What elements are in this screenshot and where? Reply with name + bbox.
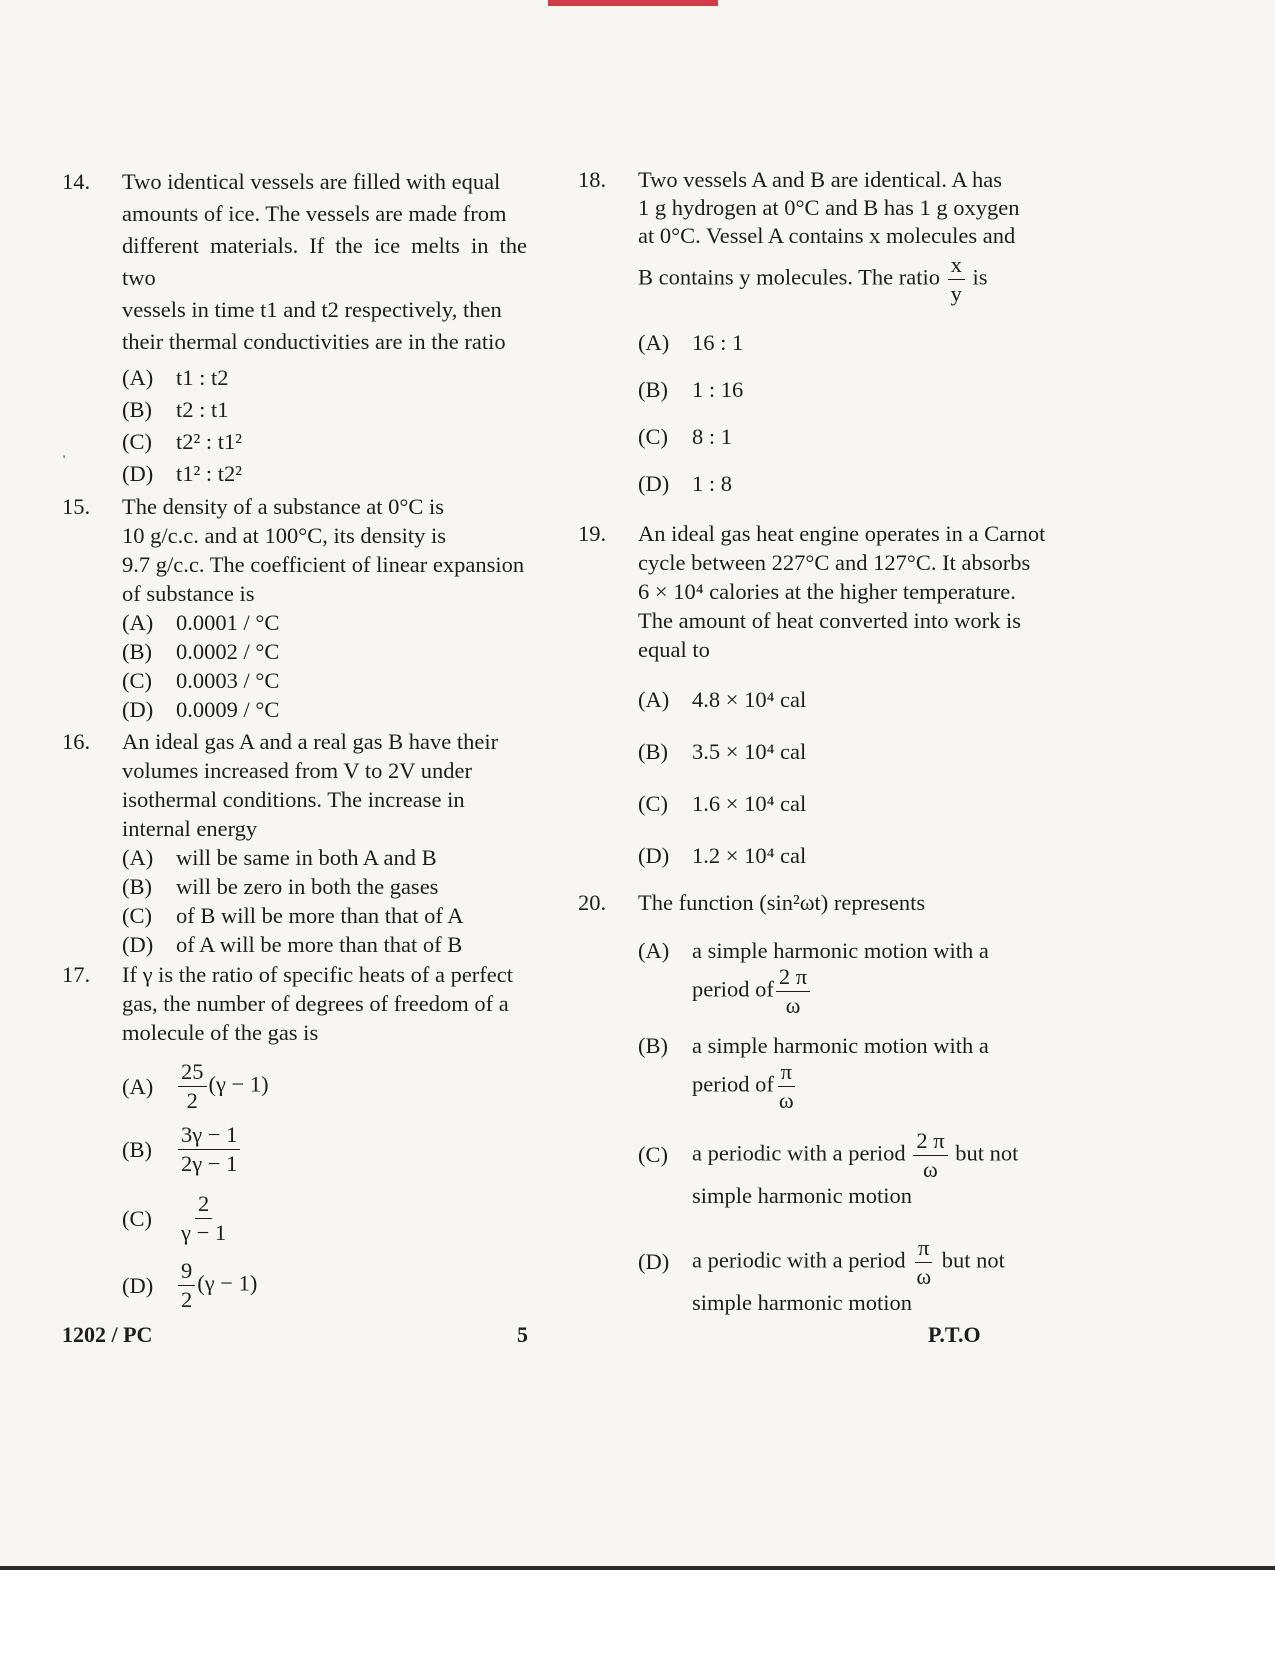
please-turn-over: P.T.O (928, 1322, 981, 1347)
question-stem-line: An ideal gas heat engine operates in a Carnot (638, 521, 1046, 546)
option-b: (B) will be zero in both the gases (122, 872, 527, 901)
option-d: (D) t1² : t2² (122, 458, 527, 490)
option-d: (D) 1 : 8 (638, 460, 1048, 507)
option-c: (C) t2² : t1² (122, 426, 527, 458)
option-c: (C) 1.6 × 10⁴ cal (638, 778, 1048, 830)
question-number: 19. (578, 521, 607, 546)
option-text: 8 : 1 (692, 424, 733, 449)
option-d: (D) 0.0009 / °C (122, 695, 527, 724)
fraction: $\frac{3\gamma - 1}{2\gamma - 1}$ (178, 1124, 240, 1175)
question-stem-line: An ideal gas A and a real gas B have their (122, 729, 499, 754)
question-number: 18. (578, 167, 607, 192)
option-a: (A) will be same in both A and B (122, 843, 527, 872)
option-c: (C) 0.0003 / °C (122, 666, 527, 695)
scan-bottom-edge (0, 1566, 1275, 1655)
question-number: 17. (62, 962, 91, 987)
question-number: 16. (62, 729, 91, 754)
question-stem-line: volumes increased from V to 2V under (122, 758, 472, 783)
fraction: $\frac{25}{2}$ (178, 1061, 207, 1112)
option-text: 1 : 8 (692, 471, 733, 496)
option-b: (B) 3.5 × 10⁴ cal (638, 726, 1048, 778)
question-number: 20. (578, 890, 607, 915)
fraction: $\frac{\pi}{\omega}$ (916, 1235, 932, 1289)
paper-code: 1202 / PC (62, 1322, 153, 1347)
option-b: (B) 1 : 16 (638, 366, 1048, 413)
option-text: t1² : t2² (176, 461, 242, 486)
question-stem-line: of substance is (122, 581, 255, 606)
option-c: (C) of B will be more than that of A (122, 901, 527, 930)
option-text: 0.0009 / °C (176, 697, 280, 722)
question-stem-line: gas, the number of degrees of freedom of a (122, 991, 509, 1016)
option-c: (C) $\frac{2}{\gamma - 1}$ (122, 1193, 527, 1244)
question-stem-line: internal energy (122, 816, 258, 841)
question-stem-line: vessels in time t1 and t2 respectively, then (122, 297, 502, 322)
question-stem-line: equal to (638, 637, 710, 662)
option-text: 1.6 × 10⁴ cal (692, 791, 807, 816)
margin-mark: ' (63, 452, 66, 466)
question-stem-line: different materials. If the ice melts in the two (122, 233, 527, 290)
option-a: (A) a simple harmonic motion with a period of $\frac{2 \pi}{\omega}$ (638, 938, 989, 1018)
question-stem-line: 10 g/c.c. and at 100°C, its density is (122, 523, 446, 548)
option-b: (B) t2 : t1 (122, 394, 527, 426)
option-text: 16 : 1 (692, 330, 744, 355)
right-column (578, 166, 1048, 1318)
question-stem-line: Two vessels A and B are identical. A has (638, 167, 1002, 192)
option-text: will be same in both A and B (176, 845, 437, 870)
question-stem-line: cycle between 227°C and 127°C. It absorbs (638, 550, 1031, 575)
question-stem-line: 1 g hydrogen at 0°C and B has 1 g oxygen (638, 195, 1020, 220)
option-text: t1 : t2 (176, 365, 229, 390)
question-19 (578, 519, 1048, 882)
question-14 (62, 166, 527, 490)
fraction: $\frac{9}{2}$ (178, 1260, 195, 1311)
question-stem-line: The function (sin²ωt) represents (638, 890, 926, 915)
option-d: (D) 1.2 × 10⁴ cal (638, 830, 1048, 882)
question-stem-line: their thermal conductivities are in the ratio (122, 329, 506, 354)
option-d: (D) a periodic with a period $\frac{\pi}{\omega}$ but not simple harmonic motion (638, 1235, 1005, 1315)
question-stem-line: 6 × 10⁴ calories at the higher temperature. (638, 579, 1016, 604)
option-a: (A) 0.0001 / °C (122, 608, 527, 637)
option-text: t2² : t1² (176, 429, 242, 454)
option-d: (D) of A will be more than that of B (122, 930, 527, 959)
option-c: (C) 8 : 1 (638, 413, 1048, 460)
fraction: $\frac{x}{y}$ (948, 254, 965, 305)
option-text: 1.2 × 10⁴ cal (692, 843, 807, 868)
fraction: $\frac{\pi}{\omega}$ (778, 1059, 794, 1113)
option-a: (A) 4.8 × 10⁴ cal (638, 674, 1048, 726)
question-16 (62, 727, 527, 959)
question-stem-line: The amount of heat converted into work is (638, 608, 1022, 633)
option-b: (B) a simple harmonic motion with a period of $\frac{\pi}{\omega}$ (638, 1033, 989, 1113)
question-stem-line: 9.7 g/c.c. The coefficient of linear expansion (122, 552, 525, 577)
question-15 (62, 492, 527, 724)
red-tab-mark (548, 0, 718, 6)
option-text: 4.8 × 10⁴ cal (692, 687, 807, 712)
option-text: 3.5 × 10⁴ cal (692, 739, 807, 764)
option-b: (B) 0.0002 / °C (122, 637, 527, 666)
option-text: will be zero in both the gases (176, 874, 439, 899)
option-b: (B) $\frac{3\gamma - 1}{2\gamma - 1}$ (122, 1124, 527, 1175)
option-a: (A) 16 : 1 (638, 319, 1048, 366)
question-stem-line: If γ is the ratio of specific heats of a perfect (122, 962, 514, 987)
option-text: 0.0002 / °C (176, 639, 280, 664)
question-number: 15. (62, 494, 91, 519)
question-stem-line: at 0°C. Vessel A contains x molecules and (638, 223, 1016, 248)
question-stem-line: Two identical vessels are filled with equal (122, 169, 501, 194)
page-number: 5 (517, 1322, 528, 1347)
option-d: (D) $\frac{9}{2}$ (γ − 1) (122, 1258, 258, 1312)
question-17 (62, 960, 527, 1311)
question-number: 14. (62, 169, 91, 194)
option-text: 1 : 16 (692, 377, 744, 402)
question-stem-line: molecule of the gas is (122, 1020, 319, 1045)
option-text: t2 : t1 (176, 397, 229, 422)
option-c: (C) a periodic with a period $\frac{2 \pi}{\omega}$ but not simple harmonic motion (638, 1128, 1019, 1208)
left-column (62, 166, 527, 1311)
question-stem-line: isothermal conditions. The increase in (122, 787, 465, 812)
fraction: $\frac{2 \pi}{\omega}$ (913, 1130, 947, 1181)
fraction: $\frac{2}{\gamma - 1}$ (181, 1191, 227, 1245)
question-stem-line: amounts of ice. The vessels are made from (122, 201, 507, 226)
question-20 (578, 888, 1048, 1318)
option-a: (A) $\frac{25}{2}$ (γ − 1) (122, 1059, 269, 1113)
option-text: 0.0003 / °C (176, 668, 280, 693)
option-a: (A) t1 : t2 (122, 362, 527, 394)
option-text: of A will be more than that of B (176, 932, 463, 957)
fraction: $\frac{2 \pi}{\omega}$ (776, 966, 810, 1017)
question-stem-line: The density of a substance at 0°C is (122, 494, 445, 519)
question-18 (578, 166, 1048, 507)
option-text: 0.0001 / °C (176, 610, 280, 635)
question-stem-line: B contains y molecules. The ratio $\frac{x}{y}$ is (638, 252, 988, 306)
option-text: of B will be more than that of A (176, 903, 464, 928)
